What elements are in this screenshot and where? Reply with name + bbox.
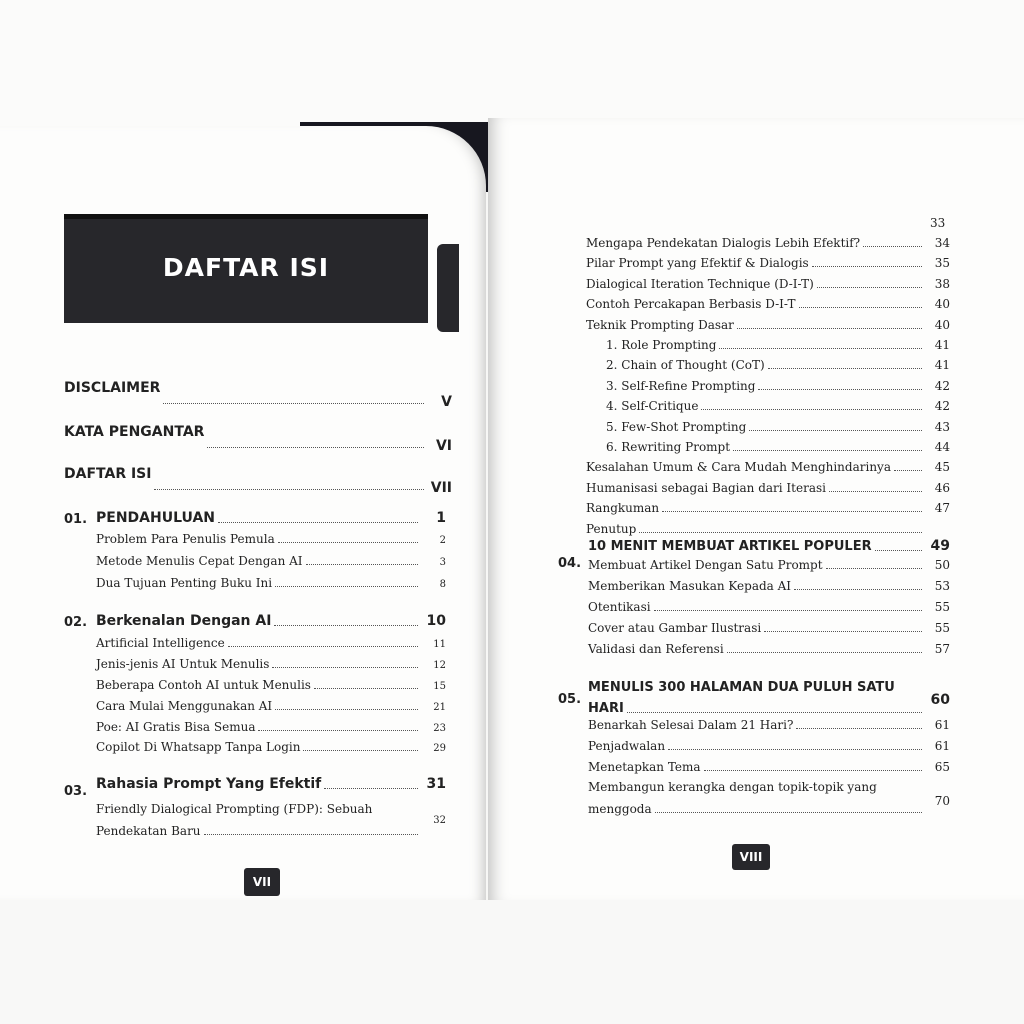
dot-leader: [894, 470, 922, 471]
toc-page: 45: [934, 460, 950, 475]
dot-leader: [817, 287, 922, 288]
toc-label: 6. Rewriting Prompt: [606, 440, 731, 454]
toc-label: Kesalahan Umum & Cara Mudah Menghindarinya: [586, 460, 891, 475]
toc-label: Validasi dan Referensi: [588, 642, 724, 656]
toc-label: KATA PENGANTAR: [64, 424, 205, 440]
toc-page: 57: [934, 642, 950, 656]
toc-item: [606, 358, 950, 372]
toc-label: Penutup: [586, 521, 637, 536]
toc-label: Rangkuman: [586, 501, 660, 516]
toc-label: menggoda: [588, 802, 652, 816]
dot-leader: [306, 564, 418, 565]
toc-entry-disclaimer: [64, 380, 452, 410]
chapter-title: HARI: [588, 701, 624, 716]
dot-leader: [875, 550, 922, 551]
toc-page: 21: [433, 702, 446, 713]
toc-label: 2. Chain of Thought (CoT): [606, 358, 765, 373]
toc-item: [588, 739, 950, 753]
toc-item: [586, 277, 950, 291]
dot-leader: [278, 542, 418, 543]
toc-item: [96, 740, 446, 754]
toc-page: 43: [934, 419, 950, 434]
toc-item: [96, 720, 446, 734]
toc-item: [586, 297, 950, 311]
dot-leader: [668, 749, 922, 750]
toc-page: 23: [433, 723, 446, 734]
toc-item: [586, 256, 950, 270]
dot-leader: [314, 688, 418, 689]
chapter-page: 1: [436, 510, 446, 526]
dot-leader: [826, 568, 922, 569]
dot-leader: [796, 728, 922, 729]
dot-leader: [627, 712, 922, 713]
toc-label: Pendekatan Baru: [96, 824, 201, 838]
toc-item: [586, 501, 950, 515]
dot-leader: [163, 403, 424, 404]
toc-page: 41: [934, 338, 950, 352]
toc-page: 2: [439, 535, 446, 546]
toc-item: [96, 815, 446, 838]
dot-leader: [794, 589, 922, 590]
toc-page: 29: [433, 743, 446, 754]
dot-leader: [799, 307, 922, 308]
toc-item: [96, 657, 446, 671]
dot-leader: [749, 430, 922, 431]
toc-label: Cover atau Gambar Ilustrasi: [588, 621, 762, 635]
toc-page: 35: [934, 256, 950, 271]
dot-leader: [719, 348, 922, 349]
chapter-page: 60: [930, 692, 950, 708]
toc-page: 15: [433, 681, 446, 692]
toc-label: Contoh Percakapan Berbasis D-I-T: [586, 297, 796, 312]
dot-leader: [737, 328, 922, 329]
toc-label: Jenis-jenis AI Untuk Menulis: [96, 657, 270, 671]
toc-label: DAFTAR ISI: [64, 466, 152, 482]
toc-label: Artificial Intelligence: [96, 636, 225, 650]
toc-page: 61: [934, 739, 950, 753]
chapter-title: 10 MENIT MEMBUAT ARTIKEL POPULER: [588, 539, 872, 554]
toc-page: V: [441, 394, 452, 410]
page-number-right: VIII: [732, 844, 770, 870]
chapter-02-title: [96, 613, 446, 629]
toc-item-line1: [96, 802, 420, 816]
toc-item: [606, 420, 950, 434]
dot-leader: [324, 788, 418, 789]
chapter-03-title: [96, 776, 446, 792]
toc-label: 5. Few-Shot Prompting: [606, 419, 747, 434]
toc-page: 55: [934, 600, 950, 614]
toc-label: 3. Self-Refine Prompting: [606, 378, 756, 393]
toc-label: Copilot Di Whatsapp Tanpa Login: [96, 740, 301, 754]
toc-page: 65: [934, 760, 950, 774]
dot-leader: [228, 646, 418, 647]
dot-leader: [258, 730, 418, 731]
dot-leader: [829, 491, 922, 492]
toc-label: Membangun kerangka dengan topik-topik yang: [588, 780, 877, 794]
toc-label: Dialogical Iteration Technique (D-I-T): [586, 276, 814, 291]
dot-leader: [662, 511, 922, 512]
dot-leader: [207, 447, 424, 448]
dot-leader: [701, 409, 922, 410]
dot-leader: [272, 667, 418, 668]
toc-page: 8: [439, 579, 446, 590]
toc-page: 61: [934, 718, 950, 732]
chapter-05-title-line1: MENULIS 300 HALAMAN DUA PULUH SATU: [588, 680, 895, 695]
toc-item: [606, 399, 950, 413]
toc-item: [96, 699, 446, 713]
background-top: [0, 0, 1024, 126]
dot-leader: [733, 450, 922, 451]
dot-leader: [639, 532, 922, 533]
toc-label: Otentikasi: [588, 600, 651, 614]
toc-page: 40: [934, 297, 950, 312]
toc-item: [96, 678, 446, 692]
toc-item: [586, 460, 950, 474]
chapter-04-title: [588, 538, 950, 554]
toc-item: [96, 554, 446, 568]
toc-item: [96, 636, 446, 650]
toc-label: Humanisasi sebagai Bagian dari Iterasi: [586, 480, 826, 495]
chapter-05-title: [588, 692, 950, 716]
toc-label: Mengapa Pendekatan Dialogis Lebih Efektif?: [586, 236, 861, 250]
toc-label: 4. Self-Critique: [606, 399, 699, 414]
toc-label: Memberikan Masukan Kepada AI: [588, 579, 792, 593]
chapter-number: 01.: [64, 512, 88, 527]
dot-leader: [204, 834, 418, 835]
toc-item: [588, 558, 950, 572]
dot-leader: [275, 586, 418, 587]
toc-item: [588, 621, 950, 635]
toc-page: 47: [934, 501, 950, 516]
toc-page: 41: [934, 358, 950, 373]
page-number-left: VII: [244, 868, 280, 896]
toc-page: 55: [934, 621, 950, 635]
dot-leader: [218, 522, 418, 523]
toc-page: VI: [435, 438, 452, 454]
toc-item: [96, 576, 446, 590]
toc-item: [606, 338, 950, 352]
toc-item-line1: [588, 780, 916, 794]
toc-banner: [64, 214, 428, 323]
toc-item: [96, 532, 446, 546]
toc-item: [606, 440, 950, 454]
toc-item: [588, 600, 950, 614]
chapter-01-title: [96, 510, 446, 526]
chapter-title: Berkenalan Dengan AI: [96, 613, 272, 629]
toc-item: [588, 579, 950, 593]
chapter-number: 05.: [558, 692, 582, 707]
toc-page: 33: [930, 216, 946, 230]
dot-leader: [758, 389, 922, 390]
toc-page: 3: [439, 557, 446, 568]
toc-label: Poe: AI Gratis Bisa Semua: [96, 720, 256, 734]
toc-label: Pilar Prompt yang Efektif & Dialogis: [586, 256, 809, 271]
dot-leader: [727, 652, 922, 653]
toc-item: [586, 481, 950, 495]
chapter-number: 02.: [64, 615, 88, 630]
chapter-title: Rahasia Prompt Yang Efektif: [96, 776, 322, 792]
chapter-number: 04.: [558, 556, 582, 571]
toc-label: Membuat Artikel Dengan Satu Prompt: [588, 558, 823, 572]
chapter-page: 49: [930, 538, 950, 554]
toc-label: DISCLAIMER: [64, 380, 161, 396]
toc-page: VII: [430, 480, 452, 496]
toc-label: Problem Para Penulis Pemula: [96, 532, 275, 546]
toc-item: [588, 718, 950, 732]
toc-page: 46: [934, 480, 950, 495]
toc-page: 32: [433, 815, 446, 826]
toc-page: 38: [934, 276, 950, 291]
dot-leader: [655, 812, 922, 813]
toc-page: 34: [934, 236, 950, 250]
dot-leader: [303, 750, 418, 751]
dot-leader: [154, 489, 424, 490]
dot-leader: [863, 246, 922, 247]
dot-leader: [764, 631, 922, 632]
toc-label: Menetapkan Tema: [588, 760, 701, 774]
toc-label: Beberapa Contoh AI untuk Menulis: [96, 678, 311, 692]
banner-title: DAFTAR ISI: [162, 253, 330, 282]
toc-label: Penjadwalan: [588, 739, 666, 753]
toc-page: 42: [934, 399, 950, 414]
toc-page: 53: [934, 579, 950, 593]
background-bottom: [0, 900, 1024, 1024]
chapter-number: 03.: [64, 784, 88, 799]
chapter-title: PENDAHULUAN: [96, 510, 215, 526]
toc-entry-kata-pengantar: [64, 424, 452, 454]
toc-page: 44: [934, 440, 950, 454]
toc-page: 42: [934, 378, 950, 393]
toc-label: 1. Role Prompting: [606, 338, 717, 352]
toc-page: 40: [934, 317, 950, 332]
toc-label: Benarkah Selesai Dalam 21 Hari?: [588, 718, 794, 732]
toc-page: 50: [934, 558, 950, 572]
dot-leader: [768, 368, 922, 369]
dot-leader: [274, 625, 418, 626]
toc-label: Metode Menulis Cepat Dengan AI: [96, 554, 303, 568]
toc-entry-daftar-isi: [64, 466, 452, 496]
dot-leader: [654, 610, 922, 611]
toc-item: [588, 642, 950, 656]
toc-page: 70: [934, 794, 950, 808]
toc-item: [586, 236, 950, 250]
toc-item: [588, 794, 950, 816]
toc-label: Dua Tujuan Penting Buku Ini: [96, 576, 273, 590]
dot-leader: [812, 266, 922, 267]
banner-tab: [437, 244, 459, 332]
dot-leader: [275, 709, 418, 710]
toc-label: Friendly Dialogical Prompting (FDP): Sebuah: [96, 802, 373, 816]
dot-leader: [704, 770, 922, 771]
toc-item: [606, 379, 950, 393]
toc-item: [586, 522, 950, 536]
toc-page: 11: [433, 639, 446, 650]
chapter-page: 31: [426, 776, 446, 792]
toc-item: [586, 318, 950, 332]
toc-label: Cara Mulai Menggunakan AI: [96, 699, 273, 713]
toc-item: [588, 760, 950, 774]
toc-page: 12: [433, 660, 446, 671]
chapter-page: 10: [426, 613, 446, 629]
toc-label: Teknik Prompting Dasar: [586, 317, 734, 332]
